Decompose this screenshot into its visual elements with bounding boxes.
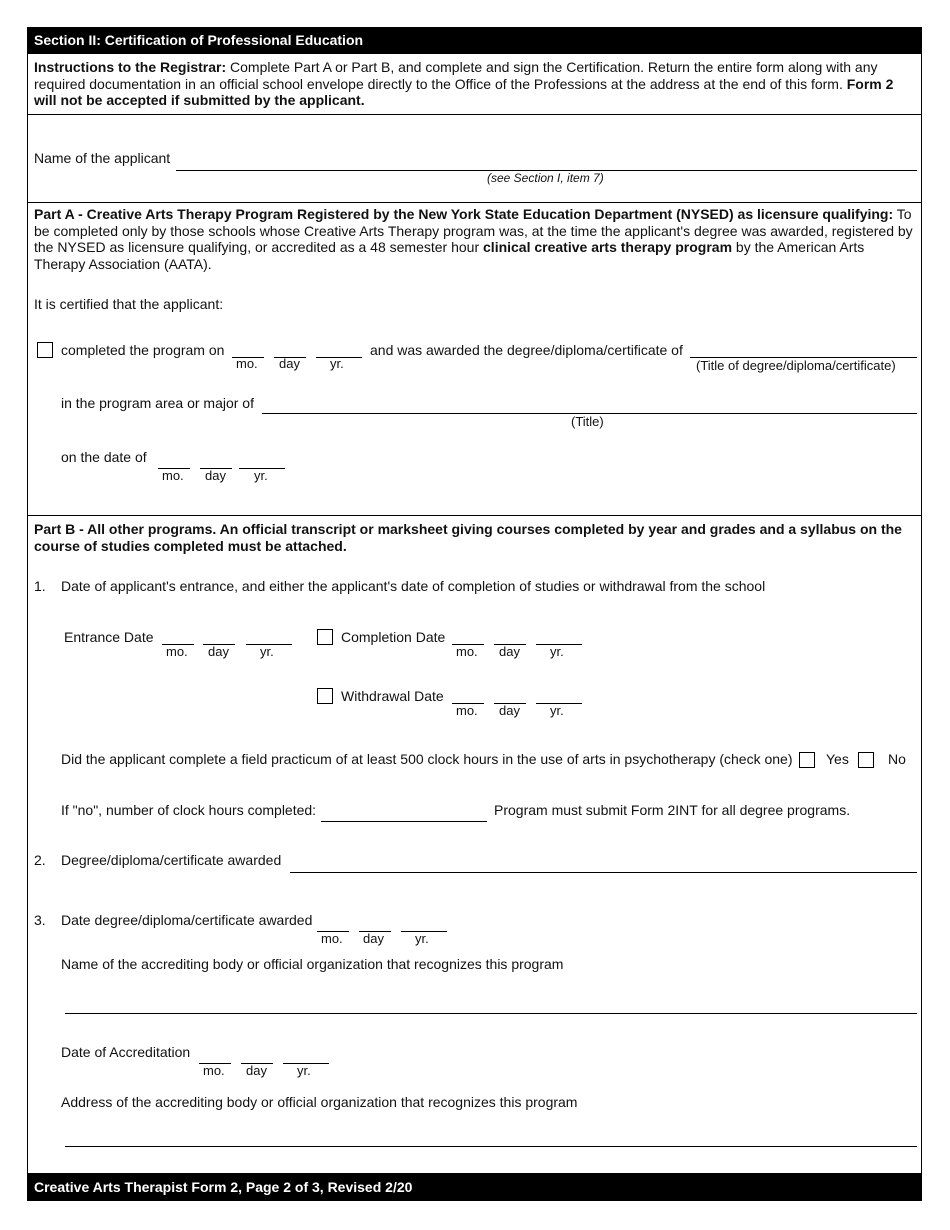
q2-text: Degree/diploma/certificate awarded [61,852,282,868]
mo-label: mo. [321,931,343,946]
footer-bar [27,1173,922,1201]
title-caption: (Title) [571,414,604,429]
accreditation-date-label: Date of Accreditation [61,1044,191,1060]
entrance-date-label: Entrance Date [64,629,154,645]
clock-hours-label: If "no", number of clock hours completed: [61,802,317,818]
day-label: day [246,1063,267,1078]
applicant-label: Name of the applicant [34,150,171,166]
completion-date-checkbox[interactable] [317,629,333,645]
completion-date-label: Completion Date [341,629,446,645]
day-label: day [208,644,229,659]
divider [27,114,922,115]
form-frame [27,27,922,1201]
q3-text: Date degree/diploma/certificate awarded [61,912,313,928]
divider [27,202,922,203]
instructions-body: Complete Part A or Part B, and complete and sign the Certification. Return the entire form along with any required documentation in an official school envelope directly to the Office of the Professions at the address at the end of this form. [34,59,878,92]
program-area-label: in the program area or major of [61,395,254,411]
practicum-question: Did the applicant complete a field practicum of at least 500 clock hours in the use of arts in psychotherapy (check one) [61,751,793,767]
yr-label: yr. [260,644,274,659]
accrediting-address-field[interactable] [65,1146,917,1147]
day-label: day [363,931,384,946]
q1-text: Date of applicant's entrance, and either the applicant's date of completion of studies or withdrawal from the school [61,578,766,594]
part-b-heading: Part B - All other programs. An official transcript or marksheet giving courses completed by year and grades and a syllabus on the course of studies completed must be attached. [34,521,902,554]
footer-text: Creative Arts Therapist Form 2, Page 2 of 3, Revised 2/20 [34,1179,413,1195]
section-title-bar [27,27,922,54]
withdrawal-date-checkbox[interactable] [317,688,333,704]
section-title: Section II: Certification of Professional Education [34,32,364,48]
mo-label: mo. [166,644,188,659]
certified-text: It is certified that the applicant: [34,296,224,312]
applicant-note: (see Section I, item 7) [487,171,604,185]
completed-label: completed the program on [61,342,225,358]
awarded-label: and was awarded the degree/diploma/certificate of [370,342,683,358]
instructions-bold: Form 2 will not be accepted if submitted by the applicant. [34,75,894,108]
mo-label: mo. [456,644,478,659]
instructions-lead: Instructions to the Registrar: [34,59,227,75]
accrediting-address-label: Address of the accrediting body or official organization that recognizes this program [61,1094,578,1110]
yr-label: yr. [254,468,268,483]
part-a-text: To be completed only by those schools whose Creative Arts Therapy program was, at the time the applicant's degree was awarded, registered by the NYSED as licensure qualifying, or accredited as a 48 semester hour [34,206,913,255]
date-of-label: on the date of [61,449,147,465]
degree-awarded-field[interactable] [290,872,917,873]
mo-label: mo. [162,468,184,483]
mo-label: mo. [236,356,258,371]
yr-label: yr. [415,931,429,946]
yr-label: yr. [550,703,564,718]
degree-caption: (Title of degree/diploma/certificate) [696,358,896,373]
mo-label: mo. [203,1063,225,1078]
practicum-yes-checkbox[interactable] [799,752,815,768]
form-2int-note: Program must submit Form 2INT for all degree programs. [494,802,851,818]
day-label: day [499,644,520,659]
instructions [34,59,916,109]
accrediting-name-label: Name of the accrediting body or official organization that recognizes this program [61,956,564,972]
completed-checkbox[interactable] [37,342,53,358]
practicum-yes-label: Yes [826,751,849,767]
day-label: day [205,468,226,483]
yr-label: yr. [330,356,344,371]
day-label: day [499,703,520,718]
divider [27,515,922,516]
part-a-text-end: by the American Arts Therapy Association (AATA). [34,239,865,272]
part-a-heading [34,206,916,272]
q1-number: 1. [34,578,46,594]
practicum-no-checkbox[interactable] [858,752,874,768]
mo-label: mo. [456,703,478,718]
part-a-bold: clinical creative arts therapy program [483,239,733,255]
practicum-no-label: No [888,751,906,767]
q3-number: 3. [34,912,46,928]
part-a-title: Part A - Creative Arts Therapy Program Registered by the New York State Education Department (NYSED) as licensure qualifying: [34,206,894,222]
clock-hours-field[interactable] [321,821,487,822]
withdrawal-date-label: Withdrawal Date [341,688,444,704]
accrediting-name-field[interactable] [65,1013,917,1014]
yr-label: yr. [550,644,564,659]
day-label: day [279,356,300,371]
q2-number: 2. [34,852,46,868]
yr-label: yr. [297,1063,311,1078]
